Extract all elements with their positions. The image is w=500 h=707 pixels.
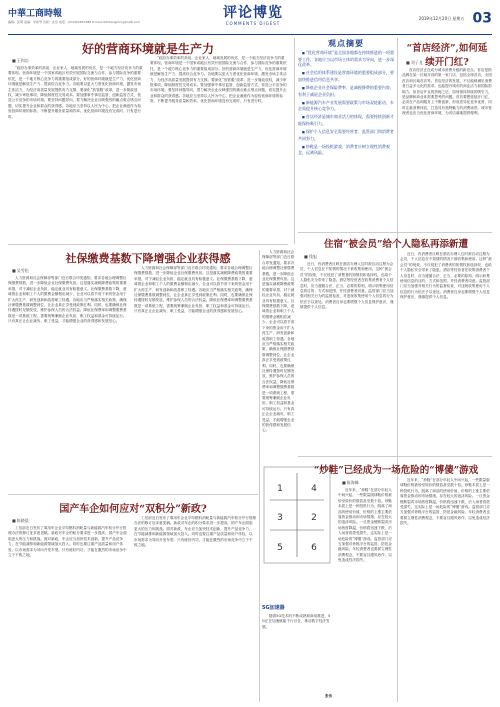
editor-info: 编辑：张明 美编：李桂琴 出版：北京 电话：(010)62657288 E-mail:cbtzhangming@126.com xyxy=(8,20,141,24)
article-body: 近日，有消费者反映在酒店办理入住时被自动注册为会员，个人信息在不知情的情况下被收集和使用。这种“被会员”的现象，不仅侵犯了消费者的知情权和选择权，也给个人隐私安全带来了隐患。酒店等经营者在收集消费者个人信息时，应当遵循合法、正当、必要的原则，明示收集使用信息的目的、方式和范围，并经消费者同意。监管部门应当加强对相关行为的监督检查，对违规收集使用个人信息的行为依法予以查处。消费者自身也要增强个人信息保护意识，谨慎提供个人信息。 xyxy=(300,262,394,310)
divider xyxy=(8,244,288,245)
headline: “首店经济”,如何延续开门红? xyxy=(406,43,488,68)
byline: ■ 王和岩 xyxy=(12,58,144,64)
article-business-env xyxy=(8,40,288,57)
article-body-cont: 工信部近日发布了乘用车企业平均燃料消耗量与新能源汽车积分并行管理办法的修订征求意见稿。新政对车企的积分要求进一步提高，国产车企面临更大的压力和挑战。面对新政，车企应当加快技术创新，提升产品竞争力，在节能减排和新能源领域加大投入。同时也要注重产品质量和用户体验，以市场需求为导向开发车型。只有练好内功，才能在激烈的市场竞争中立于不败之地。 xyxy=(134,516,256,548)
masthead-rule xyxy=(8,34,492,35)
puzzle-number: 4 xyxy=(311,484,317,494)
puzzle-number: 6 xyxy=(311,543,317,553)
masthead xyxy=(8,6,492,34)
article-hotel-member-col2 xyxy=(400,252,492,452)
article-body-cont: 人力资源和社会保障部等部门近日联合印发通知，要求各地合理调整社保缴费基数，进一步降低企业社保缴费负担。这是落实减税降费政策的重要举措，对于减轻企业负担、稳定就业具有积极意义。社保缴费基数下降，意味着企业和职工个人的缴费金额相应减少，企业可以将节省下来的资金用于扩大再生产、研发创新和改善职工待遇。各地应当严格落实相关政策，确保社保缴费基数调整到位，让企业真正享受到政策红利。同时，也要确保社保待遇按时足额发放，维护参保人员的合法权益。降低社保费率和调整缴费基数是一项系统工程，需要统筹兼顾企业负担、职工权益和基金可持续运行。只有真正让企业减负、职工受益，才能增强企业的获得感和发展信心。 xyxy=(134,266,253,314)
article-business-env-col2 xyxy=(150,56,288,236)
divider xyxy=(298,232,492,233)
paper-name: 中華工商時報 xyxy=(8,9,63,19)
headline: “炒鞋”已经成为一场危险的“博傻”游戏 xyxy=(313,465,479,476)
section-subtitle: COMMENTS DIGEST xyxy=(225,21,281,26)
article-body: “政府办事效率的高低、企业家人、地域发展的优劣，是一个地方经济竞争力的重要体现。营商环境是一个国家或地区有效开展国际交流与合作、参与国际竞争的重要依托，是一个地方核心竞争力的重要组成部分。好的营商环境就是生产力，优化营商环境就是解放生产力、提高综合竞争力。各地要以更大力度优化营商环境，激发市场主体活力，为经济高质量发展提供有力支撑。要深化“放管服”改革，进一步简政放权，减少审批事项，降低制度性交易成本。要加强事中事后监管，创新监管方式，营造公平竞争的市场环境。要坚持问题导向，着力解决企业反映强烈的痛点难点堵点问题，切实提升企业和群众的获得感。各地应当坚持以人民为中心，把企业满意作为检验营商环境的标准，不断提升服务质量和效率。优化营商环境没有完成时，只有进行时。 xyxy=(8,66,143,119)
article-car-credit xyxy=(8,500,258,515)
article-sneaker-speculation xyxy=(300,462,492,476)
divider xyxy=(259,250,260,702)
puzzle-number: 1 xyxy=(277,484,283,494)
column-signature: 张伟 xyxy=(325,694,332,698)
article-social-security-col1 xyxy=(8,266,128,486)
article-car-credit-col1 xyxy=(8,516,128,702)
section-title: 评论博览 xyxy=(223,5,283,21)
byline: ■ 钱旭 xyxy=(304,254,394,260)
headline: 好的营商环境就是生产力 xyxy=(81,42,214,56)
article-hotel-member-col1 xyxy=(300,252,394,452)
byline: ■ 陈晓晨 xyxy=(12,518,128,524)
masthead-right xyxy=(419,8,492,27)
viewpoint-title: 观点摘要 xyxy=(328,39,364,48)
headline: 国产车企如何应对“双积分”新政? xyxy=(59,504,207,515)
article-social-security xyxy=(8,250,288,266)
byline: ■ 刘子龙 xyxy=(406,60,492,66)
article-body: 近年来，“炒鞋”在部分年轻人中间兴起，一些限量版球鞋价格被炒至原价的数倍甚至数十倍。炒鞋本质上是一种投机行为，脱离了商品的使用价值，价格的上涨主要依靠资金推动和市场情绪，存在较大的泡沫风险。一旦资金链断裂或市场热度降温，价格将迅速下跌，后入场者将蒙受损失，这实际上是一场危险的“博傻”游戏。监管部门应当加强对炒鞋平台的监管，防范金融风险。年轻消费者也要树立理性消费观念，不要盲目跟风炒作，以免造成经济损失。 xyxy=(338,488,392,563)
number-puzzle-graphic xyxy=(262,465,332,565)
section-header xyxy=(198,6,308,27)
article-car-credit-col2 xyxy=(134,516,256,702)
article-social-security-col2 xyxy=(134,266,254,486)
page-number: 03 xyxy=(472,10,492,27)
puzzle-number: 2 xyxy=(311,513,317,523)
puzzle-number: 3 xyxy=(277,513,283,523)
article-body-cont: 近日，有消费者反映在酒店办理入住时被自动注册为会员，个人信息在不知情的情况下被收集和使用。这种“被会员”的现象，不仅侵犯了消费者的知情权和选择权，也给个人隐私安全带来了隐患。酒店等经营者在收集消费者个人信息时，应当遵循合法、正当、必要的原则，明示收集使用信息的目的、方式和范围，并经消费者同意。监管部门应当加强对相关行为的监督检查，对违规收集使用个人信息的行为依法予以查处。消费者自身也要增强个人信息保护意识，谨慎提供个人信息。 xyxy=(400,252,492,300)
article-body: 首店经济正在成为城市消费升级的新亮点。首店是指品牌在某一区域开设的第一家门店，包括全球首店、全国首店和区域首店等。首店经济的发展，不仅能够满足消费者日益多元化的需求，也能提升城市的商业活力和国际影响力。但首店开业的热闹之后，如何保持持续的吸引力，是品牌和商业体需要思考的问题。首店要想延续开门红，必须在产品和服务上不断创新，形成差异化竞争优势，同时注重消费体验，打造具有独特魅力的消费场景。城市管理者也应当优化营商环境，为首店落地提供便利。 xyxy=(402,68,492,116)
article-body-cont: 近年来，“炒鞋”在部分年轻人中间兴起，一些限量版球鞋价格被炒至原价的数倍甚至数十倍。炒鞋本质上是一种投机行为，脱离了商品的使用价值，价格的上涨主要依靠资金推动和市场情绪，存在较大的泡沫风险。一旦资金链断裂或市场热度降温，价格将迅速下跌，后入场者将蒙受损失，这实际上是一场危险的“博傻”游戏。监管部门应当加强对炒鞋平台的监管，防范金融风险。年轻消费者也要树立理性消费观念，不要盲目跟风炒作，以免造成经济损失。 xyxy=(400,478,490,526)
article-first-store-body xyxy=(402,58,492,228)
viewpoint-item: ■ 炒鞋是一场投机游戏，消费者应树立理性消费观念，远离风险。 xyxy=(298,144,394,156)
article-sneaker-col2 xyxy=(400,478,492,702)
article-sneaker-col1 xyxy=(338,478,394,702)
viewpoint-item: ■ “优化营商环境”是全国各地都在持续推进的一项重要工作，各地应当以市场主体的需求为导向，进一步深化改革。 xyxy=(298,50,394,68)
article-body: 工信部近日发布了乘用车企业平均燃料消耗量与新能源汽车积分并行管理办法的修订征求意见稿。新政对车企的积分要求进一步提高，国产车企面临更大的压力和挑战。面对新政，车企应当加快技术创新，提升产品竞争力，在节能减排和新能源领域加大投入。同时也要注重产品质量和用户体验，以市场需求为导向开发车型。只有练好内功，才能在激烈的市场竞争中立于不败之地。 xyxy=(8,526,127,558)
column-body: 随着5G技术的不断成熟和商用推进，5G正在加速赋能千行百业，推动数字经济发展。 xyxy=(262,614,331,629)
masthead-left xyxy=(8,6,168,25)
article-hotel-member xyxy=(300,236,492,250)
issue-date: 2019年12月20日 星期五 xyxy=(418,15,465,21)
column-title: 5G加速器 xyxy=(262,605,285,611)
puzzle-number: 5 xyxy=(277,543,283,553)
article-business-env-col1 xyxy=(8,56,144,236)
headline: 社保缴费基数下降增强企业获得感 xyxy=(65,252,231,265)
article-body: 人力资源和社会保障部等部门近日联合印发通知，要求各地合理调整社保缴费基数，进一步降低企业社保缴费负担。这是落实减税降费政策的重要举措，对于减轻企业负担、稳定就业具有积极意义。社保缴费基数下降，意味着企业和职工个人的缴费金额相应减少，企业可以将节省下来的资金用于扩大再生产、研发创新和改善职工待遇。各地应当严格落实相关政策，确保社保缴费基数调整到位，让企业真正享受到政策红利。同时，也要确保社保待遇按时足额发放，维护参保人员的合法权益。降低社保费率和调整缴费基数是一项系统工程，需要统筹兼顾企业负担、职工权益和基金可持续运行。只有真正让企业减负、职工受益，才能增强企业的获得感和发展信心。 xyxy=(8,276,127,324)
article-body-cont: “政府办事效率的高低、企业家人、地域发展的优劣，是一个地方经济竞争力的重要体现。营商环境是一个国家或地区有效开展国际交流与合作、参与国际竞争的重要依托，是一个地方核心竞争力的重要组成部分。好的营商环境就是生产力，优化营商环境就是解放生产力、提高综合竞争力。各地要以更大力度优化营商环境，激发市场主体活力，为经济高质量发展提供有力支撑。要深化“放管服”改革，进一步简政放权，减少审批事项，降低制度性交易成本。要加强事中事后监管，创新监管方式，营造公平竞争的市场环境。要坚持问题导向，着力解决企业反映强烈的痛点难点堵点问题，切实提升企业和群众的获得感。各地应当坚持以人民为中心，把企业满意作为检验营商环境的标准，不断提升服务质量和效率。优化营商环境没有完成时，只有进行时。 xyxy=(150,56,287,104)
column-5g xyxy=(262,604,332,699)
viewpoint-item: ■ 新能源汽车产业发展需要政策与市场双轮驱动，车企需提升核心竞争力。 xyxy=(298,100,394,112)
article-body-cont: 人力资源和社会保障部等部门近日联合印发通知，要求各地合理调整社保缴费基数，进一步降低企业社保缴费负担。这是落实减税降费政策的重要举措，对于减轻企业负担、稳定就业具有积极意义。社保缴费基数下降，意味着企业和职工个人的缴费金额相应减少，企业可以将节省下来的资金用于扩大再生产、研发创新和改善职工待遇。各地应当严格落实相关政策，确保社保缴费基数调整到位，让企业真正享受到政策红利。同时，也要确保社保待遇按时足额发放，维护参保人员的合法权益。降低社保费率和调整缴费基数是一项系统工程，需要统筹兼顾企业负担、职工权益和基金可持续运行。只有真正让企业减负、职工受益，才能增强企业的获得感和发展信心。 xyxy=(262,250,295,433)
viewpoint-item: ■ 保护个人信息安全需要经营者、监管部门和消费者共同努力。 xyxy=(298,129,394,141)
article-social-security-col3 xyxy=(262,250,295,460)
divider xyxy=(294,38,295,244)
viewpoint-item: ■ 降低企业社会保险费率，是减税降费的重要内容，有利于减轻企业负担。 xyxy=(298,85,394,97)
byline: ■ 吴雪松 xyxy=(12,268,128,274)
byline: ■ 陈海峰 xyxy=(342,480,394,486)
headline: 住宿“被会员”给个人隐私再添新遭 xyxy=(324,239,468,250)
divider xyxy=(397,38,398,702)
viewpoint-item: ■ 首店经济是城市商业活力的体现，需要持续创新才能保持吸引力。 xyxy=(298,114,394,126)
divider xyxy=(8,494,258,495)
divider xyxy=(298,456,492,457)
viewpoint-item: ■ 社会信用体系建设是营商环境的重要组成部分，要加快推进信用信息共享。 xyxy=(298,70,394,82)
